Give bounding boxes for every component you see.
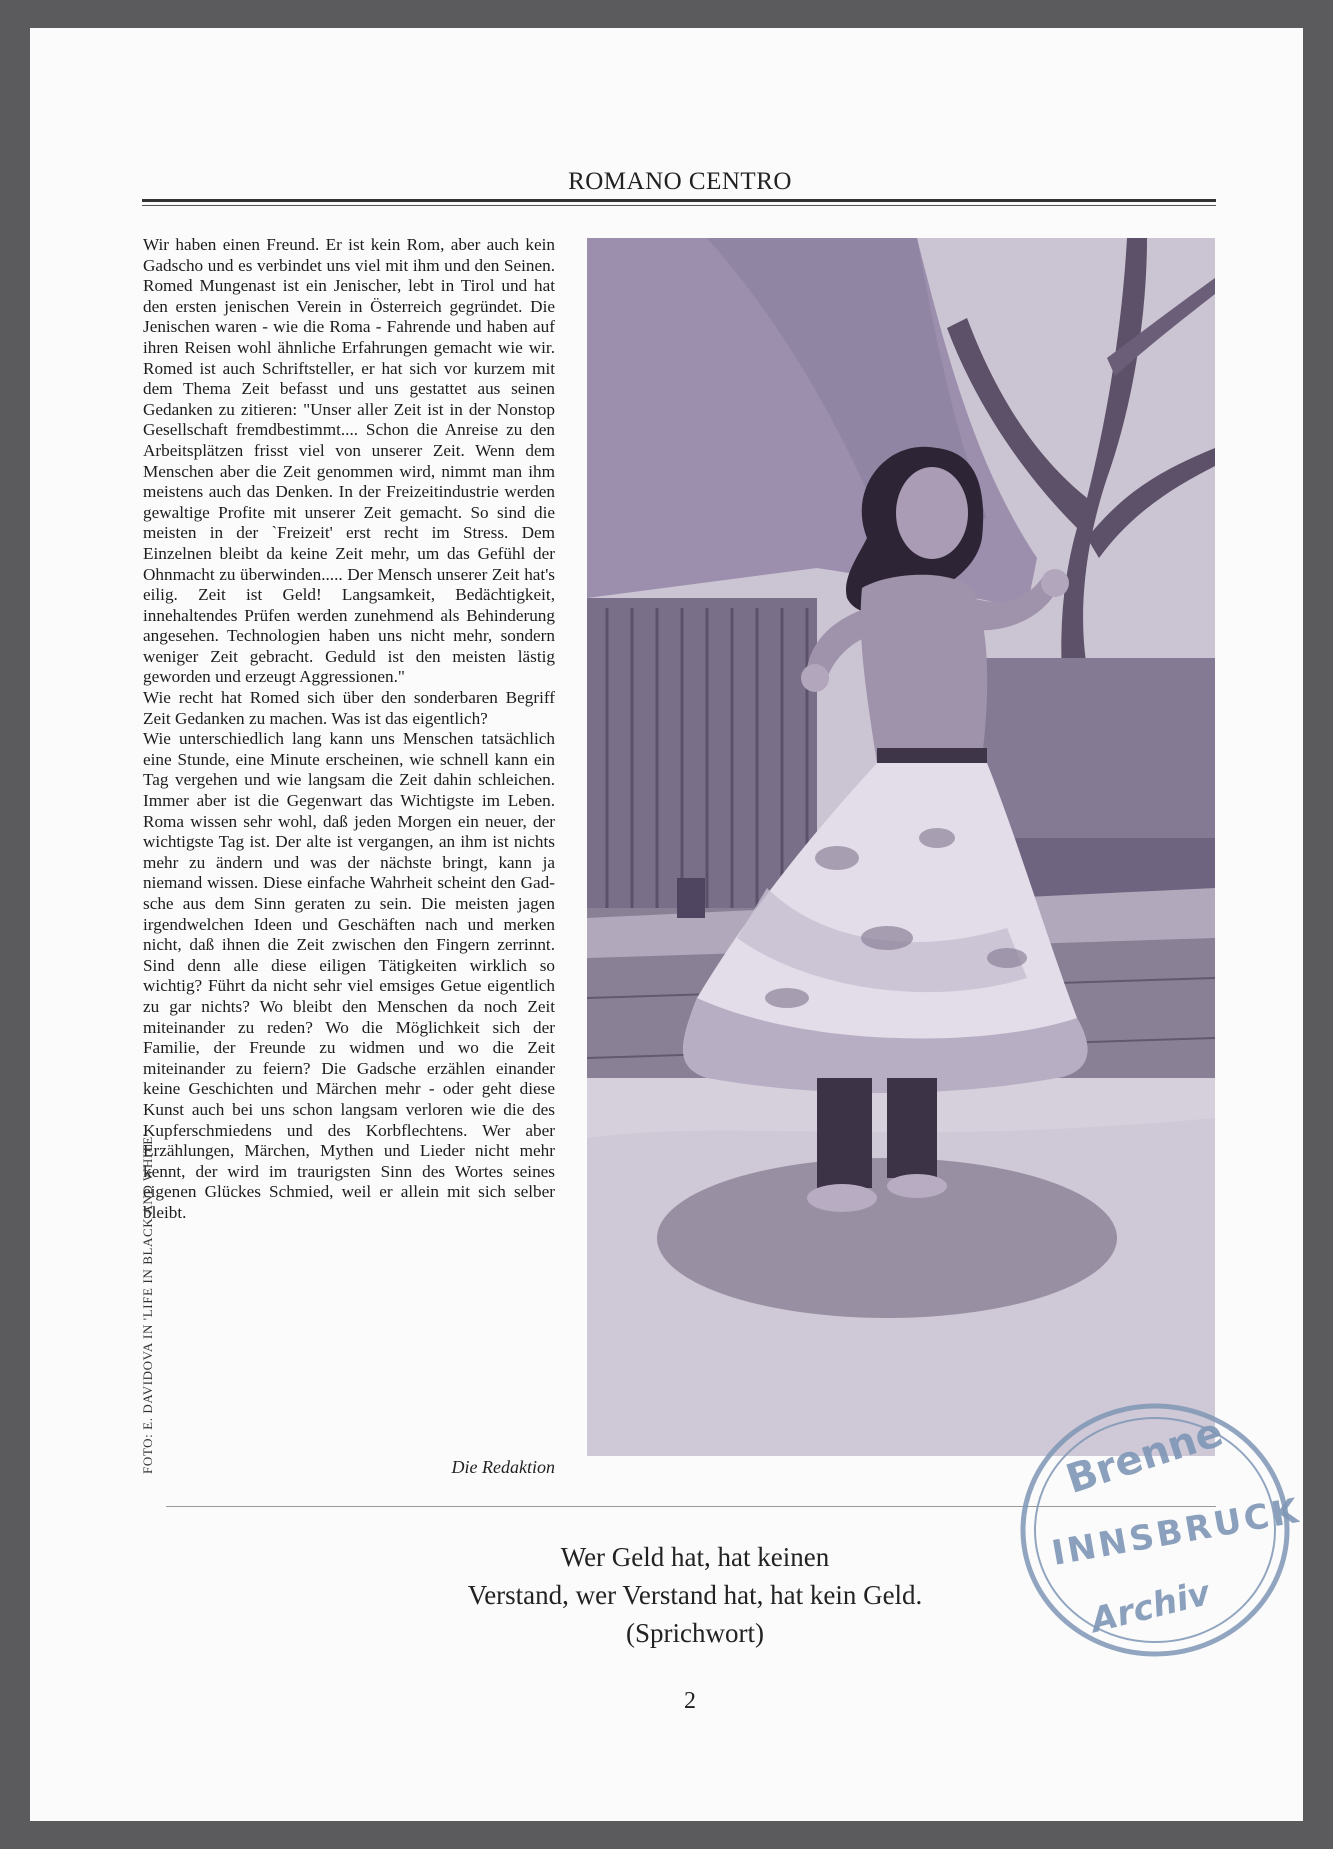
header-rule-thick: [142, 199, 1216, 202]
article-signature: Die Redaktion: [451, 1457, 555, 1477]
page-number: 2: [684, 1688, 696, 1714]
photo-credit: FOTO: E. DAVIDOVA IN 'LIFE IN BLACK AND WHITE': [140, 1133, 155, 1474]
proverb-line-1: Wer Geld hat, hat keinen: [560, 1542, 830, 1572]
proverb-line-2: Verstand, wer Verstand hat, hat kein Geld.: [467, 1580, 923, 1610]
stamp-middle-text: INNSBRUCK: [1048, 1490, 1300, 1574]
article-paragraph-1: Wir haben einen Freund. Er ist kein Rom, aber auch kein Gadscho und es verbindet uns viel mit ihm und den Seinen. Romed Mungenast ist ein Jenischer, lebt in Tirol und hat den ersten jenischen Verein in Österreich gegründet. Die Jenischen waren - wie die Roma - Fahrende und haben auf ihren Reisen wohl ähnliche Erfahrungen gemacht wie wir. Romed ist auch Schriftsteller, er hat sich vor kurzem mit dem Thema Zeit befasst und uns gestattet aus seinen Gedanken zu zitieren: "Unser aller Zeit ist in der Nonstop Gesellschaft fremdbestimmt.... Schon die Anreise zu den Arbeitsplätzen frisst viel von unserer Zeit. Wenn dem Menschen aber die Zeit genommen wird, nimmt man ihm meistens auch das Denken. In der Freizeitindustrie werden gewaltige Profite mit unserer Zeit gemacht. So sind die meisten in der `Freizeit' erst recht im Stress. Dem Einzelnen bleibt da keine Zeit mehr, um das Gefühl der Ohnmacht zu überwinden..... Der Mensch unserer Zeit hat's eilig. Zeit ist Geld! Langsamkeit, Bedächtigkeit, innehaltendes Prüfen werden zunehmend als Behinderung angesehen. Technologien haben uns nicht mehr, sondern weniger Zeit gebracht. Geduld ist den meisten lästig geworden und erzeugt Aggressionen.": [143, 235, 555, 687]
proverb-quote: [330, 1538, 1060, 1652]
header-rule-thin: [142, 205, 1216, 206]
stamp-bottom-text: Archiv: [1086, 1573, 1215, 1642]
article-paragraph-3: Wie unterschiedlich lang kann uns Menschen tatsächlich eine Stunde, eine Minute erscheinen, wie schnell kann ein Tag vergehen und wie langsam die Zeit dahin schleichen. Immer aber ist die Gegenwart das Wichtigste im Leben. Roma wissen sehr wohl, daß jeden Morgen ein neuer, der wichtigste Tag ist. Der alte ist vergangen, an ihm ist nichts mehr zu ändern und was der nächste bringt, kann ja niemand wissen. Diese einfache Wahrheit scheint den Gadsche aus dem Sinn geraten zu sein. Die meisten jagen irgendwelchen Ideen und Geschäften nach und merken nicht, daß ihnen die Zeit zwischen den Fingern zerrinnt. Sind denn alle diese eiligen Tätigkeiten wirklich so wichtig? Führt da nicht sehr viel emsiges Getue eigentlich zu gar nichts? Wo bleibt den Menschen da noch Zeit miteinander zu reden? Wo die Möglichkeit sich der Familie, der Freunde zu widmen und wo die Zeit miteinander zu feiern? Die Gadsche erzählen einander keine Geschichten und Märchen mehr - oder geht diese Kunst auch bei uns schon langsam verloren wie die des Kupferschmiedens und des Korbflechtens. Wer aber Erzählungen, Märchen, Mythen und Lieder nicht mehr kennt, der wird im traurigsten Sinn des Wortes seines eigenen Glückes Schmied, weil er allein mit sich selber bleibt.: [143, 729, 555, 1222]
archive-stamp: [1010, 1392, 1300, 1682]
page-header-title: ROMANO CENTRO: [568, 168, 792, 195]
proverb-line-3: (Sprichwort): [626, 1618, 764, 1648]
stamp-top-text: Brenne: [1060, 1409, 1229, 1504]
article-paragraph-2: Wie recht hat Romed sich über den sonderbaren Begriff Zeit Gedanken zu machen. Was ist das eigentlich?: [143, 688, 555, 728]
photo-dancing-girl: [587, 238, 1215, 1456]
article-body: [143, 235, 555, 1224]
